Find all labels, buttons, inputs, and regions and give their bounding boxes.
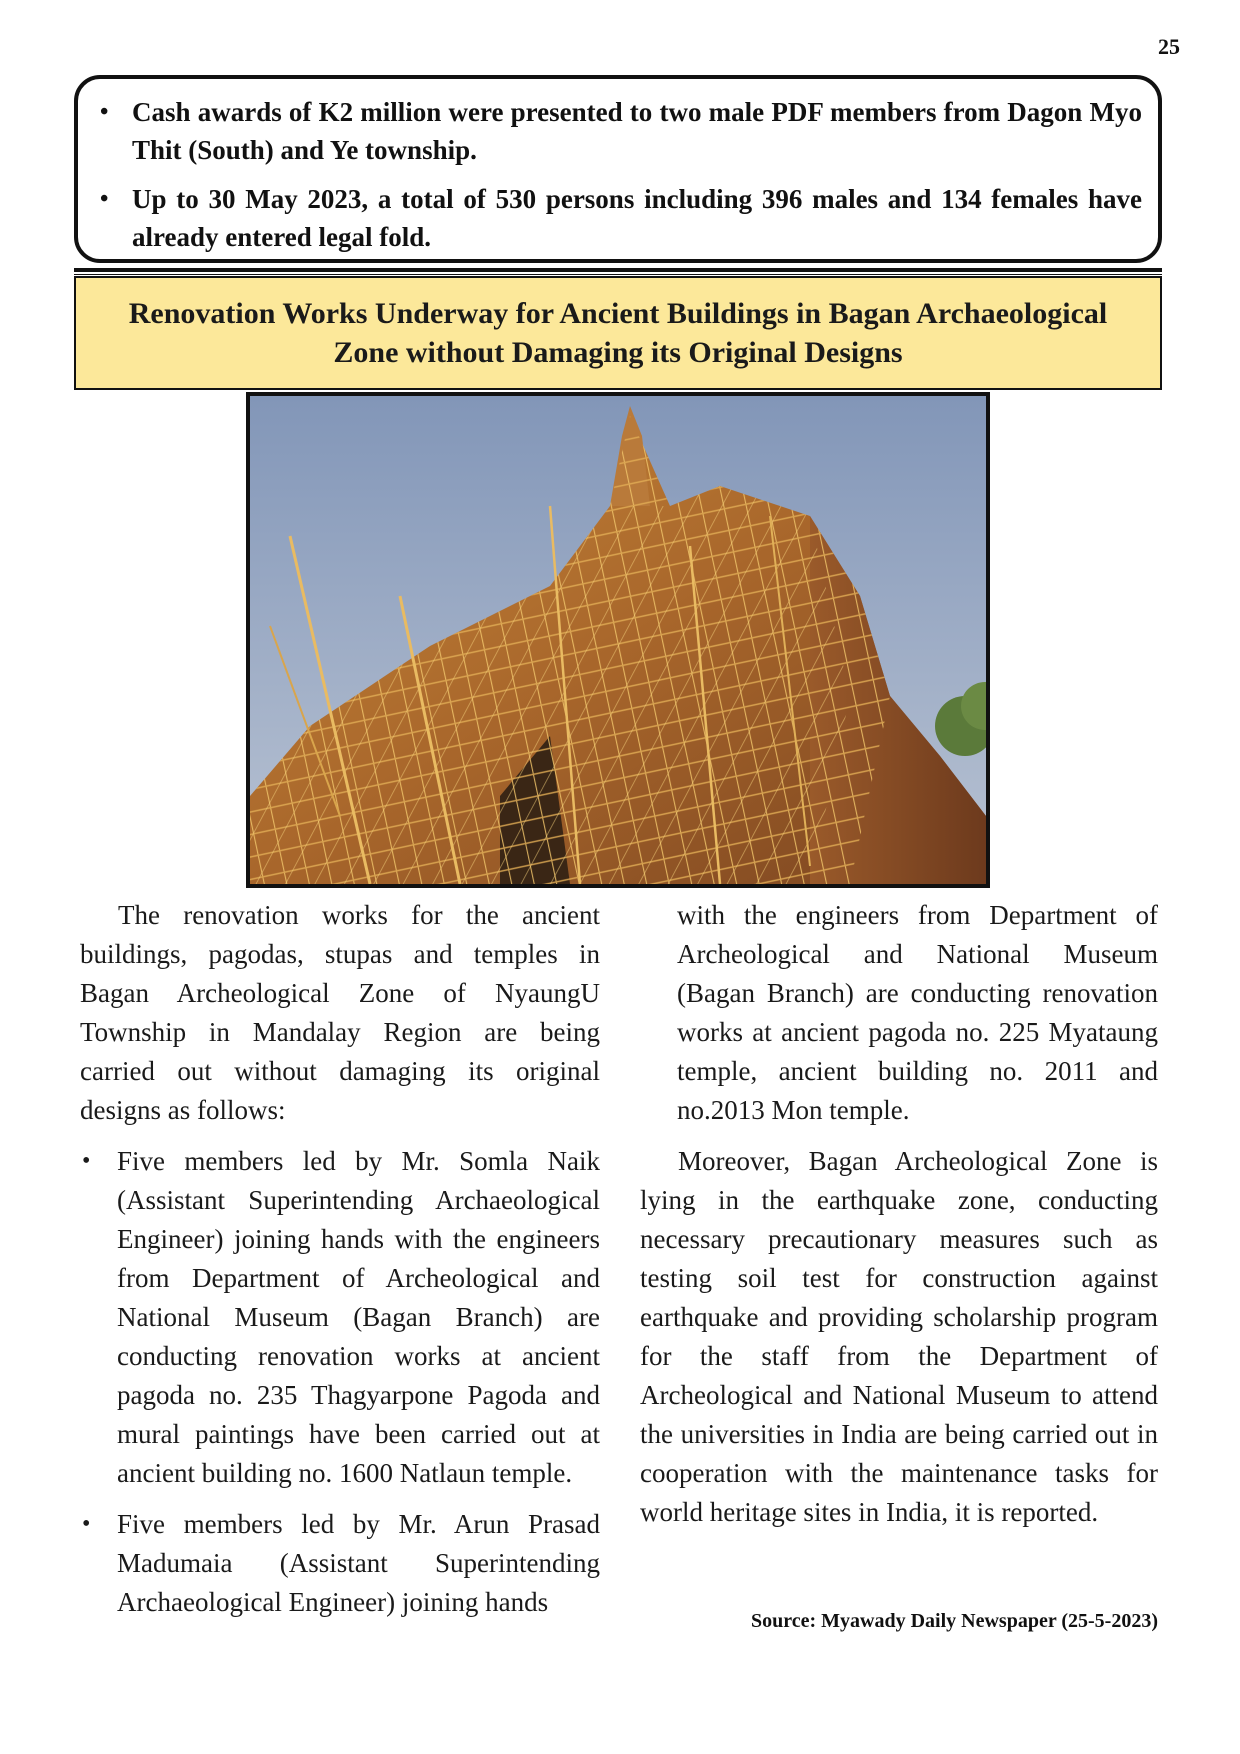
section-divider-thin [74,274,1162,275]
article-bullets [80,1142,600,1622]
article-intro: The renovation works for the ancient buildings, pagodas, stupas and temples in Bagan Archeological Zone of NyaungU Township in Mandalay Region are being carried out without damaging its original designs as follows: [80,900,600,1125]
article-bullet: • Five members led by Mr. Arun Prasad Madumaia (Assistant Superintending Archaeological Engineer) joining hands [80,1505,600,1622]
article-continuation: with the engineers from Department of Archeological and National Museum (Bagan Branch) are conducting renovation works at ancient pagoda no. 225 Myataung temple, ancient building no. 2011 and no.2013 Mon temple. [677,900,1158,1125]
headline-line-1: Renovation Works Underway for Ancient Buildings in Bagan Archaeological [128,297,1108,330]
article-bullet: • Five members led by Mr. Somla Naik (Assistant Superintending Archaeological Engineer) joining hands with the engineers from Department of Archeological and National Museum (Bagan Branch) are conducting renovation works at ancient pagoda no. 235 Thagyarpone Pagoda and mural paintings have been carried out at ancient building no. 1600 Natlaun temple. [80,1142,600,1493]
article-source: Source: Myawady Daily Newspaper (25-5-2023) [750,1610,1158,1632]
article-column-right [640,896,1158,1544]
section-divider [74,268,1162,272]
temple-photo-illustration [250,396,986,884]
summary-bullet: • Up to 30 May 2023, a total of 530 persons including 396 males and 134 females have already entered legal fold. [92,180,1142,256]
summary-bullets [92,93,1142,256]
headline-banner [74,276,1162,390]
article-closing: Moreover, Bagan Archeological Zone is lying in the earthquake zone, conducting necessary precautionary measures such as testing soil test for construction against earthquake and providing scholarship program for the staff from the Department of Archeological and National Museum to attend the universities in India are being carried out in cooperation with the maintenance tasks for world heritage sites in India, it is reported. [640,1146,1158,1527]
headline-line-2: Zone without Damaging its Original Designs [333,336,903,369]
temple-scaffolding-photo [246,392,990,888]
summary-bullet: • Cash awards of K2 million were presented to two male PDF members from Dagon Myo Thit (South) and Ye township. [92,93,1142,169]
article-column-left [80,896,600,1634]
article-headline [129,294,1107,372]
page-number: 25 [1158,34,1180,59]
summary-box [74,75,1162,263]
